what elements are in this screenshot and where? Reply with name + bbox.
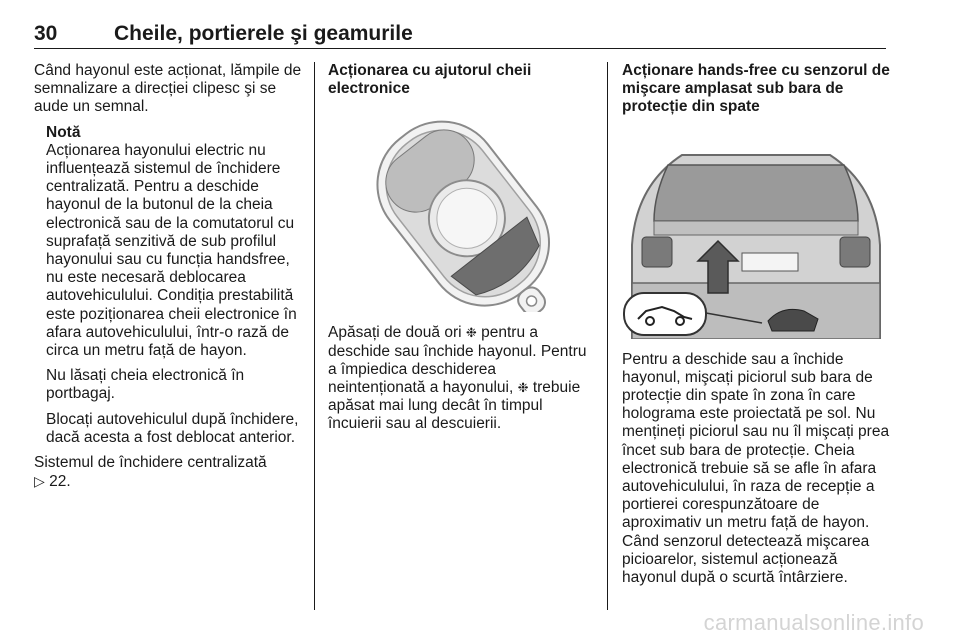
header-divider: [34, 48, 886, 49]
column-1: [34, 62, 302, 491]
body-text: Apăsați de două ori: [328, 324, 462, 342]
handsfree-sensor-illustration: [622, 125, 890, 339]
reference-page: 22.: [49, 473, 71, 491]
body-paragraph: Pentru a deschide sau a închide hayonul, mişcați piciorul sub bara de protecție din spate în zona în care holograma este proiectată pe sol. Nu mențineți piciorul sau nu îl mişcați prea încet sub bara de protecție. Cheia electronică trebuie să se afle în afara autovehiculului, în raza de recepție a portierei corespunzătoare de aproximativ un metru față de hayon. Când senzorul detectează mişcarea picioarelor, sistemul acționează hayonul după o scurtă întârziere.: [622, 350, 890, 587]
note-box: [46, 124, 302, 447]
cross-reference: [34, 454, 302, 491]
intro-paragraph: Când hayonul este acționat, lămpile de semnalizare a direcției clipesc şi se aude un semnal.: [34, 62, 302, 116]
column-divider: [607, 62, 608, 610]
tailgate-button-icon: ❉: [465, 325, 477, 341]
column-divider: [314, 62, 315, 610]
watermark: carmanualsonline.info: [703, 610, 924, 635]
column-2: [328, 62, 596, 434]
chapter-title: Cheile, portierele şi geamurile: [114, 22, 413, 45]
note-paragraph: Blocați autovehiculul după închidere, dacă acesta a fost deblocat anterior.: [46, 410, 299, 446]
section-heading: Acționarea cu ajutorul cheii electronice: [328, 62, 532, 98]
tailgate-button-icon: ❉: [517, 380, 529, 396]
column-3: [622, 62, 890, 587]
body-text: pentru a deschide sau închide hayonul. Pentru a împiedica deschiderea neintenționată a hayonului,: [328, 324, 587, 397]
page-number: 30: [34, 22, 58, 45]
electronic-key-illustration: [328, 106, 596, 312]
reference-text: Sistemul de închidere centralizată: [34, 454, 267, 472]
note-title: Notă: [46, 123, 81, 141]
body-paragraph: [328, 324, 596, 433]
note-paragraph: Acționarea hayonului electric nu influențează sistemul de închidere centralizată. Pentru a deschide hayonul de la butonul de la cheia electronică sau de la comutatorul cu suprafață senzitivă de sub profilul hayonului sau cu funcția handsfree, nu este necesară deblocarea autovehiculului. Condiția prestabilită este poziționarea cheii electronice în afara autovehiculului, într-o rază de circa un metru față de hayon.: [46, 141, 297, 360]
page-header: [34, 22, 886, 48]
body-text: trebuie apăsat mai lung decât în timpul încuierii sau al descuierii.: [328, 379, 581, 433]
note-paragraph: Nu lăsați cheia electronică în portbagaj.: [46, 367, 245, 403]
reference-arrow-icon: ▷: [34, 473, 45, 490]
section-heading: Acționare hands-free cu senzorul de mişcare amplasat sub bara de protecție din spate: [622, 62, 890, 116]
